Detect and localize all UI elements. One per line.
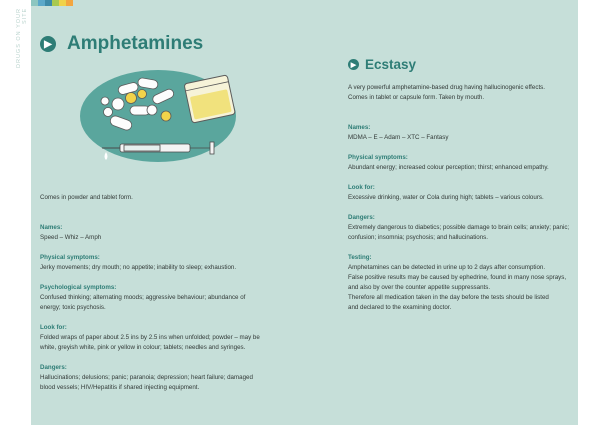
ecstasy-dangers-line-2: confusion; insomnia; psychosis; and hallucinations. — [348, 234, 488, 241]
ecstasy-title: Ecstasy — [365, 57, 417, 72]
ecstasy-testing-line-1: Amphetamines can be detected in urine up to 2 days after consumption. — [348, 264, 546, 271]
color-swatches — [31, 0, 73, 6]
amphetamines-title: Amphetamines — [67, 33, 204, 54]
ecstasy-intro-line-2: Comes in tablet or capsule form. Taken by mouth. — [348, 94, 485, 101]
swatch — [52, 0, 59, 6]
ecstasy-physical-label: Physical symptoms: — [348, 154, 408, 161]
pills-powder-syringe-illustration — [80, 66, 240, 166]
ecstasy-body — [348, 83, 576, 313]
amphetamines-dangers-label: Dangers: — [40, 364, 67, 371]
amphetamines-look-line-1: Folded wraps of paper about 2.5 ins by 2.5 ins when unfolded; powder – may be — [40, 334, 260, 341]
powder-bag — [184, 75, 235, 123]
ecstasy-physical: Abundant energy; increased colour perception; thirst; enhanced empathy. — [348, 164, 549, 171]
ecstasy-heading — [348, 57, 416, 72]
ecstasy-dangers-line-1: Extremely dangerous to diabetics; possible damage to brain cells; anxiety; panic; — [348, 224, 570, 231]
amphetamines-body — [40, 193, 280, 393]
amphetamines-look-line-2: white, greyish white, pink or yellow in colour; tablets; needles and syringes. — [40, 344, 246, 351]
ecstasy-names: MDMA – E – Adam – XTC – Fantasy — [348, 134, 449, 141]
swatch — [38, 0, 45, 6]
amphetamines-physical: Jerky movements; dry mouth; no appetite; inability to sleep; exhaustion. — [40, 264, 237, 271]
amphetamines-psych-label: Psychological symptoms: — [40, 284, 117, 291]
ecstasy-names-label: Names: — [348, 124, 371, 131]
amphetamines-heading — [40, 33, 203, 55]
swatch — [66, 0, 73, 6]
swatch — [31, 0, 38, 6]
ecstasy-testing-line-3: and also by over the counter appetite suppressants. — [348, 284, 491, 291]
ecstasy-testing-line-4: Therefore all medication taken in the day before the tests should be listed — [348, 294, 549, 301]
amphetamines-psych-line-2: energy; toxic psychosis. — [40, 304, 106, 311]
ecstasy-look: Excessive drinking, water or Cola during high; tablets – various colours. — [348, 194, 544, 201]
ecstasy-testing-label: Testing: — [348, 254, 372, 261]
amphetamines-look-label: Look for: — [40, 324, 67, 331]
arrow-right-circle-icon: ▶ — [40, 36, 56, 52]
ecstasy-testing-line-2: False positive results may be caused by ephedrine, found in many nose sprays, — [348, 274, 567, 281]
swatch — [45, 0, 52, 6]
ecstasy-intro-line-1: A very powerful amphetamine-based drug having hallucinogenic effects. — [348, 84, 545, 91]
amphetamines-names-label: Names: — [40, 224, 63, 231]
amphetamines-intro: Comes in powder and tablet form. — [40, 194, 133, 201]
ecstasy-dangers-label: Dangers: — [348, 214, 375, 221]
amphetamines-psych-line-1: Confused thinking; alternating moods; aggressive behaviour; abundance of — [40, 294, 246, 301]
ecstasy-look-label: Look for: — [348, 184, 375, 191]
amphetamines-physical-label: Physical symptoms: — [40, 254, 100, 261]
arrow-right-circle-icon: ▶ — [348, 59, 359, 70]
ecstasy-testing-line-5: and declared to the examining doctor. — [348, 304, 452, 311]
swatch — [59, 0, 66, 6]
side-vertical-text: DRUGS ON YOUR SITE — [16, 8, 28, 68]
amphetamines-dangers-line-2: blood vessels; HIV/Hepatitis if shared injecting equipment. — [40, 384, 200, 391]
amphetamines-dangers-line-1: Hallucinations; delusions; panic; paranoia; depression; heart failure; damaged — [40, 374, 253, 381]
amphetamines-names: Speed – Whiz – Amph — [40, 234, 102, 241]
